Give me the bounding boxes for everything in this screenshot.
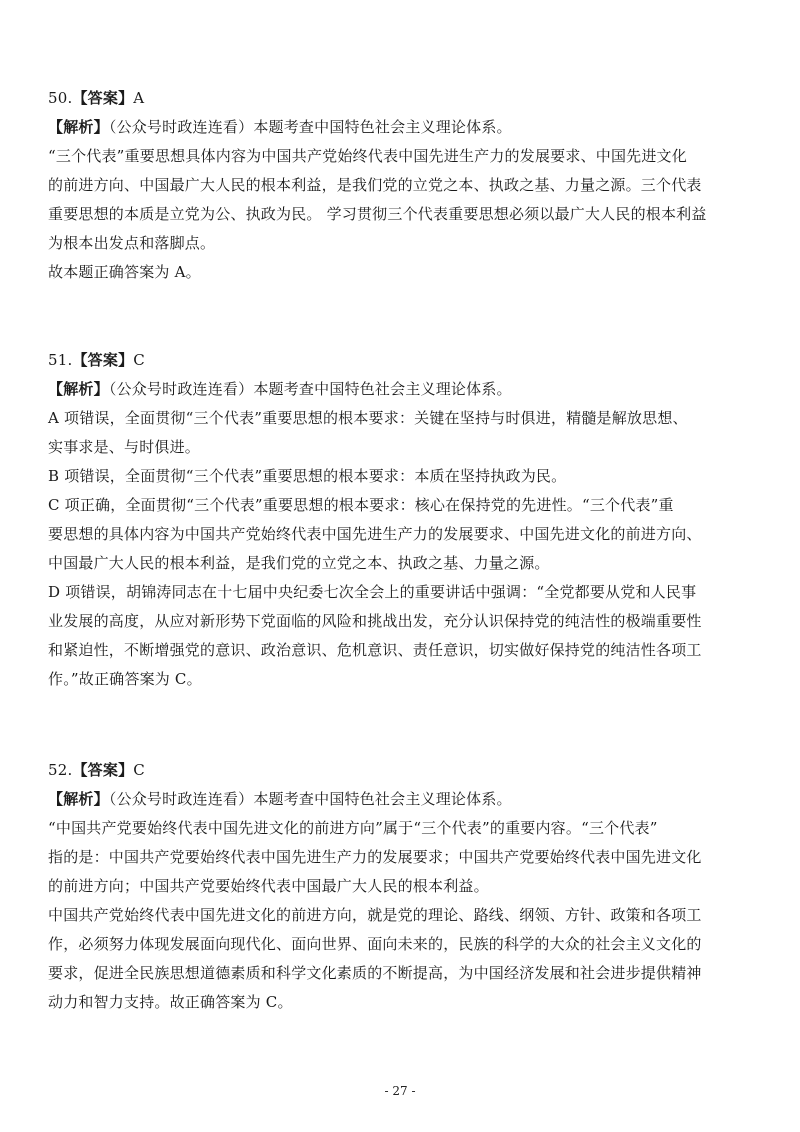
analysis-heading	[48, 113, 760, 142]
analysis-line: 和紧迫性，不断增强党的意识、政治意识、危机意识、责任意识，切实做好保持党的纯洁性各项工	[48, 641, 702, 659]
analysis-line: 中国最广大人民的根本利益，是我们党的立党之本、执政之基、力量之源。	[48, 554, 550, 572]
question-number: 51.	[48, 351, 73, 369]
analysis-line: 要求，促进全民族思想道德素质和科学文化素质的不断提高，为中国经济发展和社会进步提供精神	[48, 964, 702, 982]
analysis-heading	[48, 375, 760, 404]
analysis-line: D 项错误，胡锦涛同志在十七届中央纪委七次全会上的重要讲话中强调：“全党都要从党和人民事	[48, 583, 697, 601]
answer-heading	[48, 346, 760, 375]
answer-choice: C	[133, 761, 145, 779]
analysis-line: 指的是：中国共产党要始终代表中国先进生产力的发展要求；中国共产党要始终代表中国先进文化	[48, 848, 702, 866]
analysis-line: 的前进方向、中国最广大人民的根本利益，是我们党的立党之本、执政之基、力量之源。三个代表	[48, 176, 702, 194]
analysis-line: B 项错误，全面贯彻“三个代表”重要思想的根本要求：本质在坚持执政为民。	[48, 467, 567, 485]
answer-heading	[48, 84, 760, 113]
answer-choice: A	[133, 89, 145, 107]
analysis-source: （公众号时政连连看）本题考查中国特色社会主义理论体系。	[108, 118, 512, 136]
analysis-line: 的前进方向；中国共产党要始终代表中国最广大人民的根本利益。	[48, 877, 489, 895]
answer-label: 【答案】	[72, 761, 134, 779]
answer-choice: C	[133, 351, 145, 369]
analysis-line: 业发展的高度，从应对新形势下党面临的风险和挑战出发，充分认识保持党的纯洁性的极端重要性	[48, 612, 702, 630]
analysis-line: 重要思想的本质是立党为公、执政为民。 学习贯彻三个代表重要思想必须以最广大人民的根本利益	[48, 205, 707, 223]
question-number: 52.	[48, 761, 73, 779]
analysis-line: 中国共产党始终代表中国先进文化的前进方向，就是党的理论、路线、纲领、方针、政策和各项工	[48, 906, 702, 924]
answer-heading	[48, 756, 760, 785]
analysis-line: 要思想的具体内容为中国共产党始终代表中国先进生产力的发展要求、中国先进文化的前进方向、	[48, 525, 702, 543]
analysis-label: 【解析】	[48, 118, 109, 136]
answer-label: 【答案】	[72, 351, 134, 369]
analysis-line: “中国共产党要始终代表中国先进文化的前进方向”属于“三个代表”的重要内容。“三个代表”	[48, 819, 658, 837]
answer-block-52	[48, 756, 760, 1017]
analysis-line: 作。”故正确答案为 C。	[48, 670, 202, 688]
answer-block-51	[48, 346, 760, 694]
analysis-source: （公众号时政连连看）本题考查中国特色社会主义理论体系。	[108, 790, 512, 808]
analysis-line: “三个代表”重要思想具体内容为中国共产党始终代表中国先进生产力的发展要求、中国先进文化	[48, 147, 687, 165]
analysis-line: 动力和智力支持。故正确答案为 C。	[48, 993, 293, 1011]
page-number: - 27 -	[384, 1084, 416, 1098]
analysis-line: 为根本出发点和落脚点。	[48, 234, 216, 252]
analysis-label: 【解析】	[48, 790, 109, 808]
analysis-line: 作，必须努力体现发展面向现代化、面向世界、面向未来的，民族的科学的大众的社会主义文化的	[48, 935, 702, 953]
question-number: 50.	[48, 89, 73, 107]
analysis-heading	[48, 785, 760, 814]
analysis-line: 实事求是、与时俱进。	[48, 438, 201, 456]
analysis-line: C 项正确，全面贯彻“三个代表”重要思想的根本要求：核心在保持党的先进性。“三个代表”重	[48, 496, 674, 514]
answer-label: 【答案】	[72, 89, 134, 107]
analysis-line: 故本题正确答案为 A。	[48, 263, 201, 281]
analysis-line: A 项错误，全面贯彻“三个代表”重要思想的根本要求：关键在坚持与时俱进，精髓是解放思想、	[48, 409, 688, 427]
answer-block-50	[48, 84, 760, 287]
analysis-label: 【解析】	[48, 380, 109, 398]
analysis-source: （公众号时政连连看）本题考查中国特色社会主义理论体系。	[108, 380, 512, 398]
